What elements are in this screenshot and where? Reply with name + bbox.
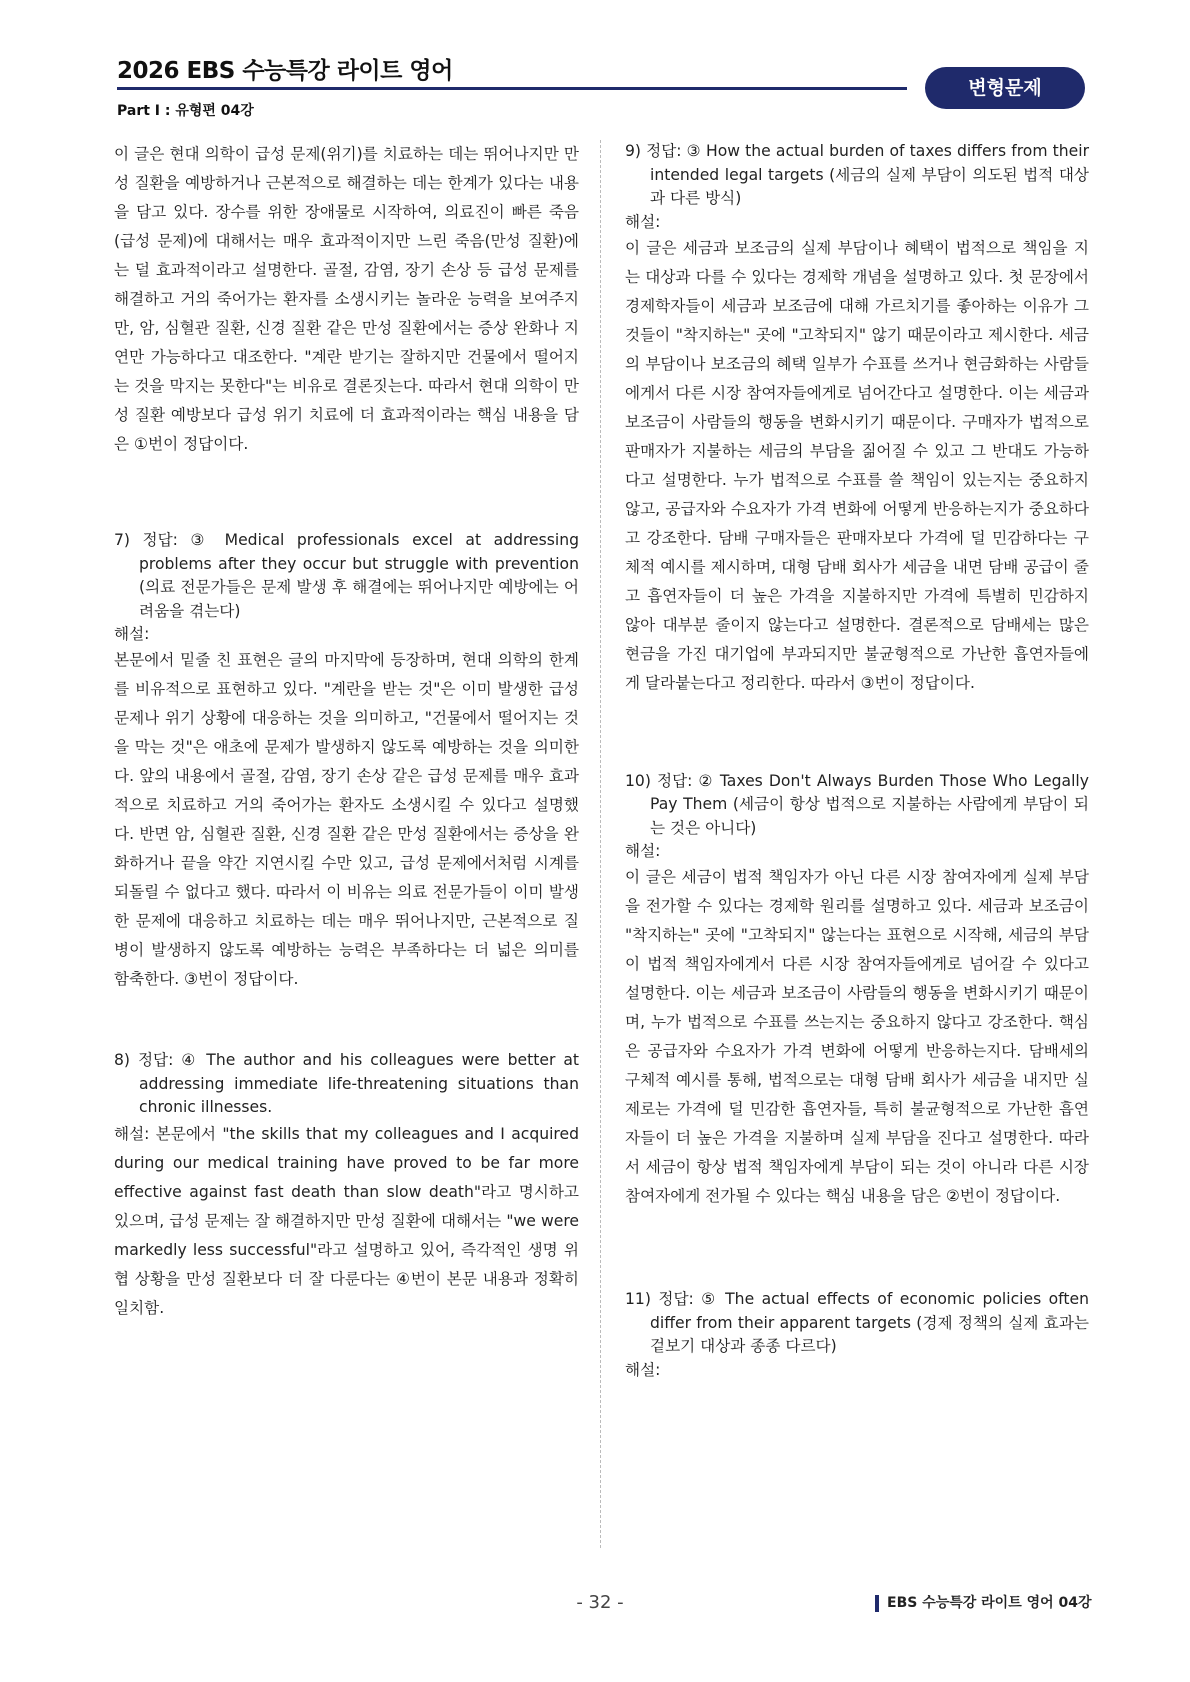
page-header-subtitle: Part Ⅰ : 유형편 04강 [117,103,254,119]
q11-explanation-label: 해설: [625,1360,661,1379]
q8-explanation: 해설: 본문에서 "the skills that my colleagues and I acquired during our medical training have proved to be far more effective against fast death than slow death"라고 명시하고 있으며, 급성 문제는 잘 해결하지만 만성 질환에 대해서는 "we were markedly less successful"라고 설명하고 있어, 즉각적인 생명 위협 상황을 만성 질환보다 더 잘 다룬다는 ④번이 본문 내용과 정확히 일치함. [114,1124,579,1317]
page-number: - 32 - [576,1592,624,1613]
footer-brand: EBS 수능특강 라이트 영어 04강 [875,1595,1092,1612]
column-divider [600,140,601,1548]
q10-explanation-label: 해설: [625,842,661,860]
q7-explanation-label: 해설: [114,625,150,643]
page-header-title: 2026 EBS 수능특강 라이트 영어 [117,58,453,84]
q7-answer: 7) 정답: ③ Medical professionals excel at addressing problems after they occur but struggle with prevention (의료 전문가들은 문제 발생 후 해결에는 뛰어나지만 예방에는 어려움을 겪는다) [114,531,579,620]
left-column [114,140,579,1323]
section-badge: 변형문제 [925,67,1085,109]
q9-explanation-label: 해설: [625,212,661,231]
q9-answer: 9) 정답: ③ How the actual burden of taxes differs from their intended legal targets (세금의 실제 부담이 의도된 법적 대상과 다른 방식) [625,142,1089,207]
q10-answer: 10) 정답: ② Taxes Don't Always Burden Those Who Legally Pay Them (세금이 항상 법적으로 지불하는 사람에게 부담이 되는 것은 아니다) [625,771,1089,837]
right-column [625,140,1089,1382]
intro-explanation: 이 글은 현대 의학이 급성 문제(위기)를 치료하는 데는 뛰어나지만 만성 질환을 예방하거나 근본적으로 해결하는 데는 한계가 있다는 내용을 담고 있다. 장수를 위한 장애물로 시작하여, 의료진이 빠른 죽음(급성 문제)에 대해서는 매우 효과적이지만 느린 죽음(만성 질환)에는 덜 효과적이라고 설명한다. 골절, 감염, 장기 손상 등 급성 문제를 해결하고 거의 죽어가는 환자를 소생시키는 놀라운 능력을 보여주지만, 암, 심혈관 질환, 신경 질환 같은 만성 질환에서는 증상 완화나 지연만 가능하다고 대조한다. "계란 받기는 잘하지만 건물에서 떨어지는 것을 막지는 못한다"는 비유로 결론짓는다. 따라서 현대 의학이 만성 질환 예방보다 급성 위기 치료에 더 효과적이라는 핵심 내용을 담은 ①번이 정답이다. [114,145,579,453]
q9-explanation: 이 글은 세금과 보조금의 실제 부담이나 혜택이 법적으로 책임을 지는 대상과 다를 수 있다는 경제학 개념을 설명하고 있다. 첫 문장에서 경제학자들이 세금과 보조금에 대해 가르치기를 좋아하는 이유가 그것들이 "착지하는" 곳에 "고착되지" 않기 때문이라고 제시한다. 세금의 부담이나 보조금의 혜택 일부가 수표를 쓰거나 현금화하는 사람들에게서 다른 시장 참여자들에게로 넘어간다고 설명한다. 이는 세금과 보조금이 사람들의 행동을 변화시키기 때문이다. 구매자가 법적으로 판매자가 지불하는 세금의 부담을 짊어질 수 있고 그 반대도 가능하다고 설명한다. 누가 법적으로 수표를 쓸 책임이 있는지는 중요하지 않고, 공급자와 수요자가 가격 변화에 어떻게 반응하는지가 중요하다고 강조한다. 담배 구매자들은 판매자보다 가격에 덜 민감하다는 구체적 예시를 제시하며, 대형 담배 회사가 세금을 내면 담배 공급이 줄고 흡연자들이 더 높은 가격을 지불하지만 가격에 특별히 민감하지 않아 대부분 줄이지 않는다고 설명한다. 결론적으로 담배세는 많은 현금을 가진 대기업에 부과되지만 불균형적으로 가난한 흡연자들에게 달라붙는다고 정리한다. 따라서 ③번이 정답이다. [625,238,1089,692]
q7-explanation: 본문에서 밑줄 친 표현은 글의 마지막에 등장하며, 현대 의학의 한계를 비유적으로 표현하고 있다. "계란을 받는 것"은 이미 발생한 급성 문제나 위기 상황에 대응하는 것을 의미하고, "건물에서 떨어지는 것을 막는 것"은 애초에 문제가 발생하지 않도록 예방하는 것을 의미한다. 앞의 내용에서 골절, 감염, 장기 손상 같은 급성 문제를 매우 효과적으로 치료하고 거의 죽어가는 환자도 소생시킬 수 있다고 설명했다. 반면 암, 심혈관 질환, 신경 질환 같은 만성 질환에서는 증상을 완화하거나 끝을 약간 지연시킬 수만 있고, 급성 문제에서처럼 시계를 되돌릴 수 없다고 했다. 따라서 이 비유는 의료 전문가들이 이미 발생한 문제에 대응하고 치료하는 데는 매우 뛰어나지만, 근본적으로 질병이 발생하지 않도록 예방하는 능력은 부족하다는 더 넓은 의미를 함축한다. ③번이 정답이다. [114,651,579,988]
header-divider-line [117,87,907,90]
q11-answer: 11) 정답: ⑤ The actual effects of economic policies often differ from their apparent targets (경제 정책의 실제 효과는 겉보기 대상과 종종 다르다) [625,1290,1089,1355]
q10-explanation: 이 글은 세금이 법적 책임자가 아닌 다른 시장 참여자에게 실제 부담을 전가할 수 있다는 경제학 원리를 설명하고 있다. 세금과 보조금이 "착지하는" 곳에 "고착되지" 않는다는 표현으로 시작해, 세금의 부담이 법적 책임자에게서 다른 시장 참여자들에게로 넘어갈 수 있다고 설명한다. 이는 세금과 보조금이 사람들의 행동을 변화시키기 때문이며, 누가 법적으로 수표를 쓰는지는 중요하지 않다고 강조한다. 핵심은 공급자와 수요자가 가격 변화에 어떻게 반응하는지다. 담배세의 구체적 예시를 통해, 법적으로는 대형 담배 회사가 세금을 내지만 실제로는 가격에 덜 민감한 흡연자들, 특히 불균형적으로 가난한 흡연자들이 더 높은 가격을 지불하며 실제 부담을 진다고 설명한다. 따라서 세금이 항상 법적 책임자에게 부담이 되는 것이 아니라 다른 시장 참여자에게 전가될 수 있다는 핵심 내용을 담은 ②번이 정답이다. [625,868,1089,1205]
q8-answer: 8) 정답: ④ The author and his colleagues were better at addressing immediate life-threatening situations than chronic illnesses. [114,1051,579,1116]
